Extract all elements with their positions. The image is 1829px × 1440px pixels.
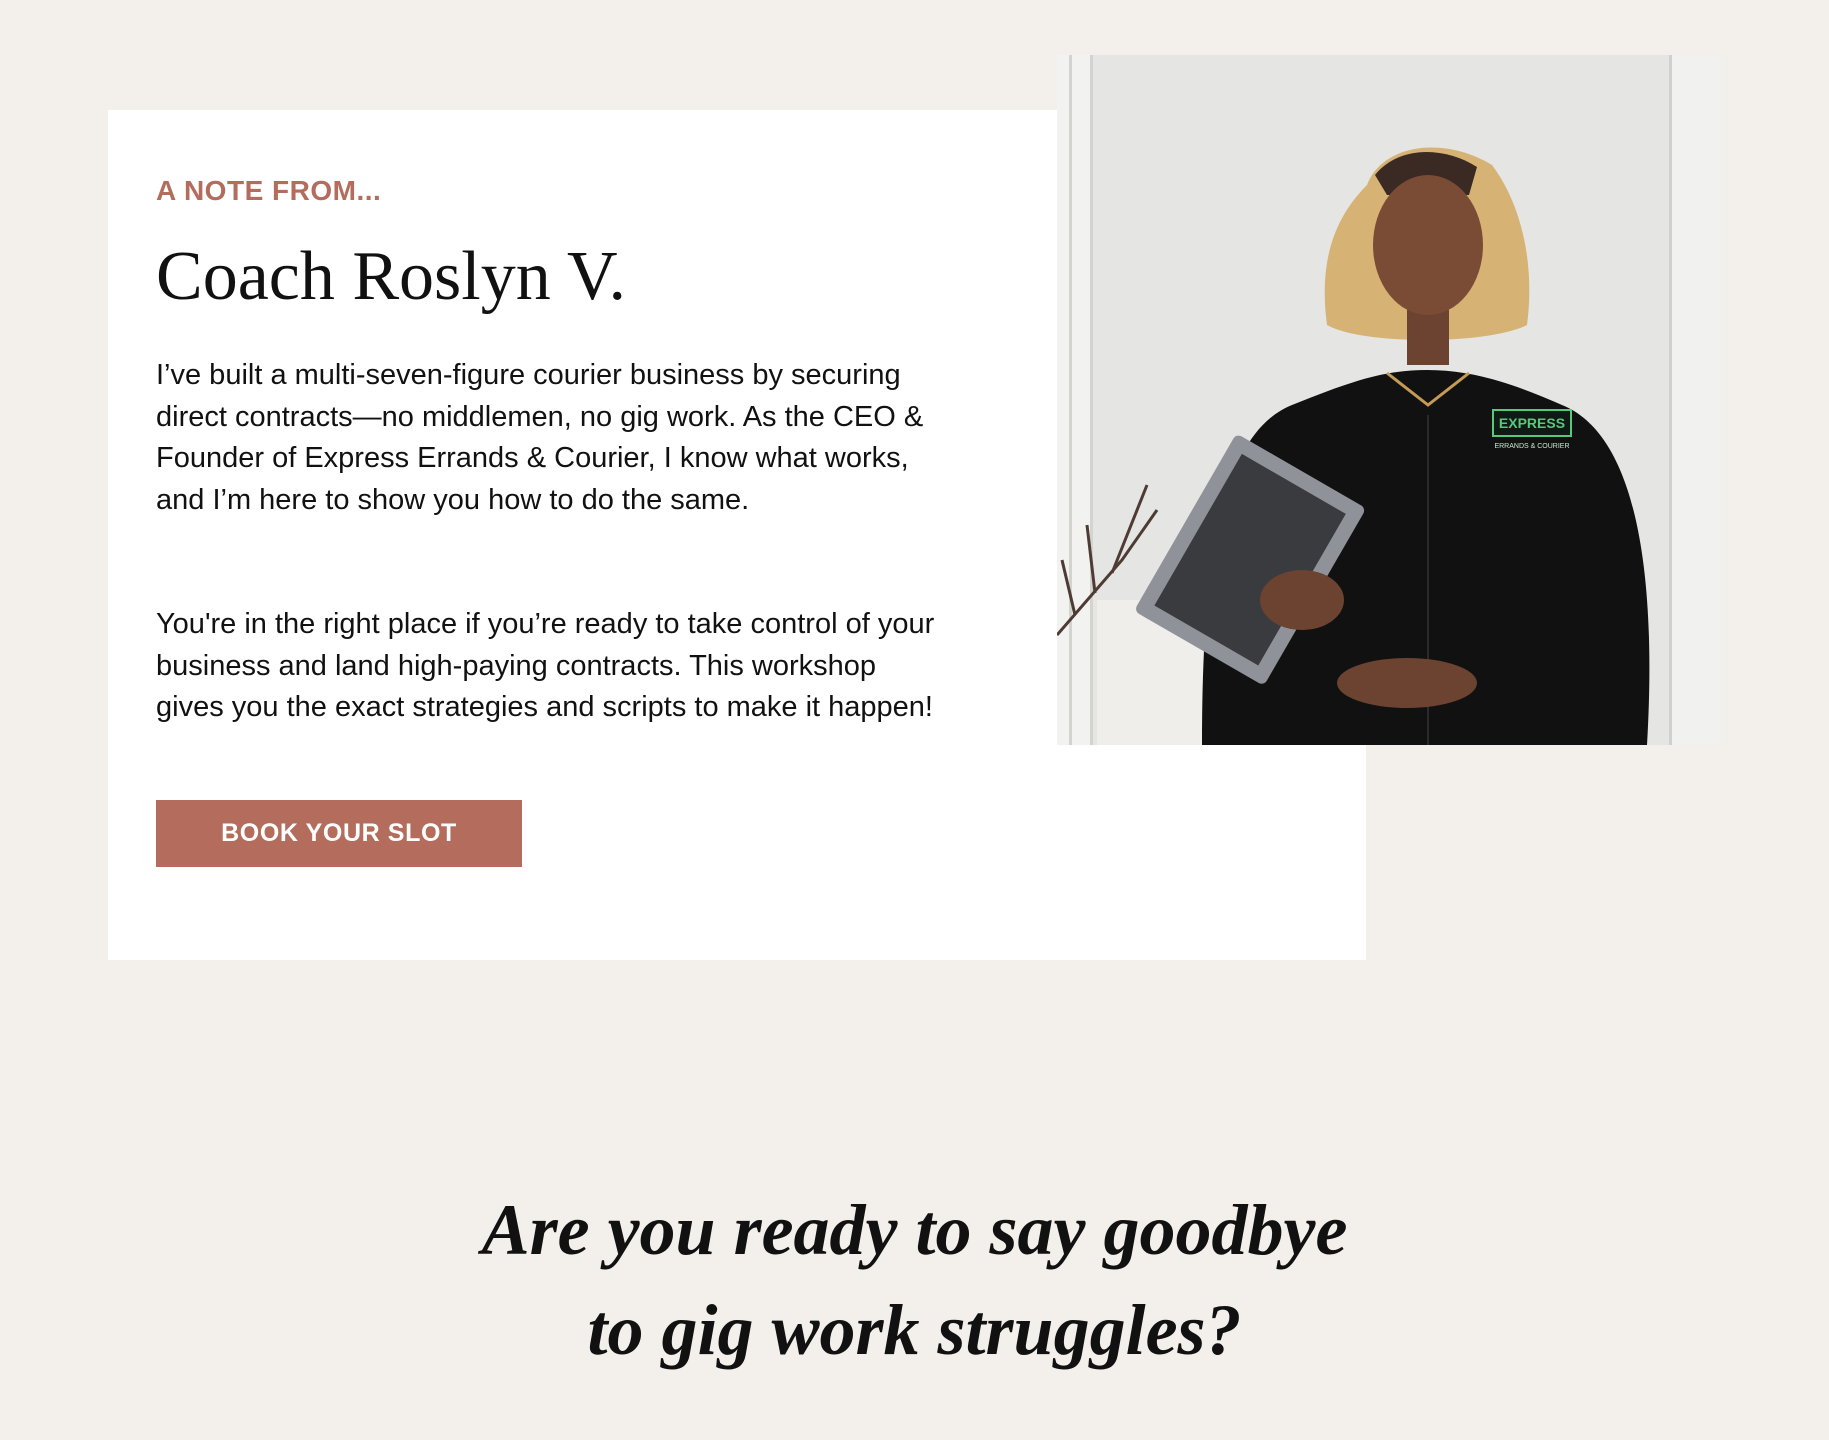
closing-question-line-1: Are you ready to say goodbye [481, 1190, 1348, 1270]
shirt-logo-subtext: ERRANDS & COURIER [1494, 443, 1570, 450]
coach-name-heading: Coach Roslyn V. [156, 238, 626, 315]
closing-question [0, 1180, 1829, 1380]
intro-paragraph: I’ve built a multi-seven-figure courier business by securing direct contracts—no middlemen, no gig work. As the CEO & Founder of Express Errands & Courier, I know what works, and I’m here to show you how to do the same. [156, 359, 924, 516]
closing-question-line-2: to gig work struggles? [587, 1290, 1242, 1370]
coach-photo [1057, 55, 1721, 745]
shirt-logo-text: EXPRESS [1498, 415, 1566, 431]
note-eyebrow: A NOTE FROM... [156, 175, 382, 206]
book-your-slot-button[interactable]: BOOK YOUR SLOT [156, 800, 522, 867]
workshop-paragraph: You're in the right place if you’re ready to take control of your business and land high-paying contracts. This workshop gives you the exact strategies and scripts to make it happen! [156, 608, 935, 723]
